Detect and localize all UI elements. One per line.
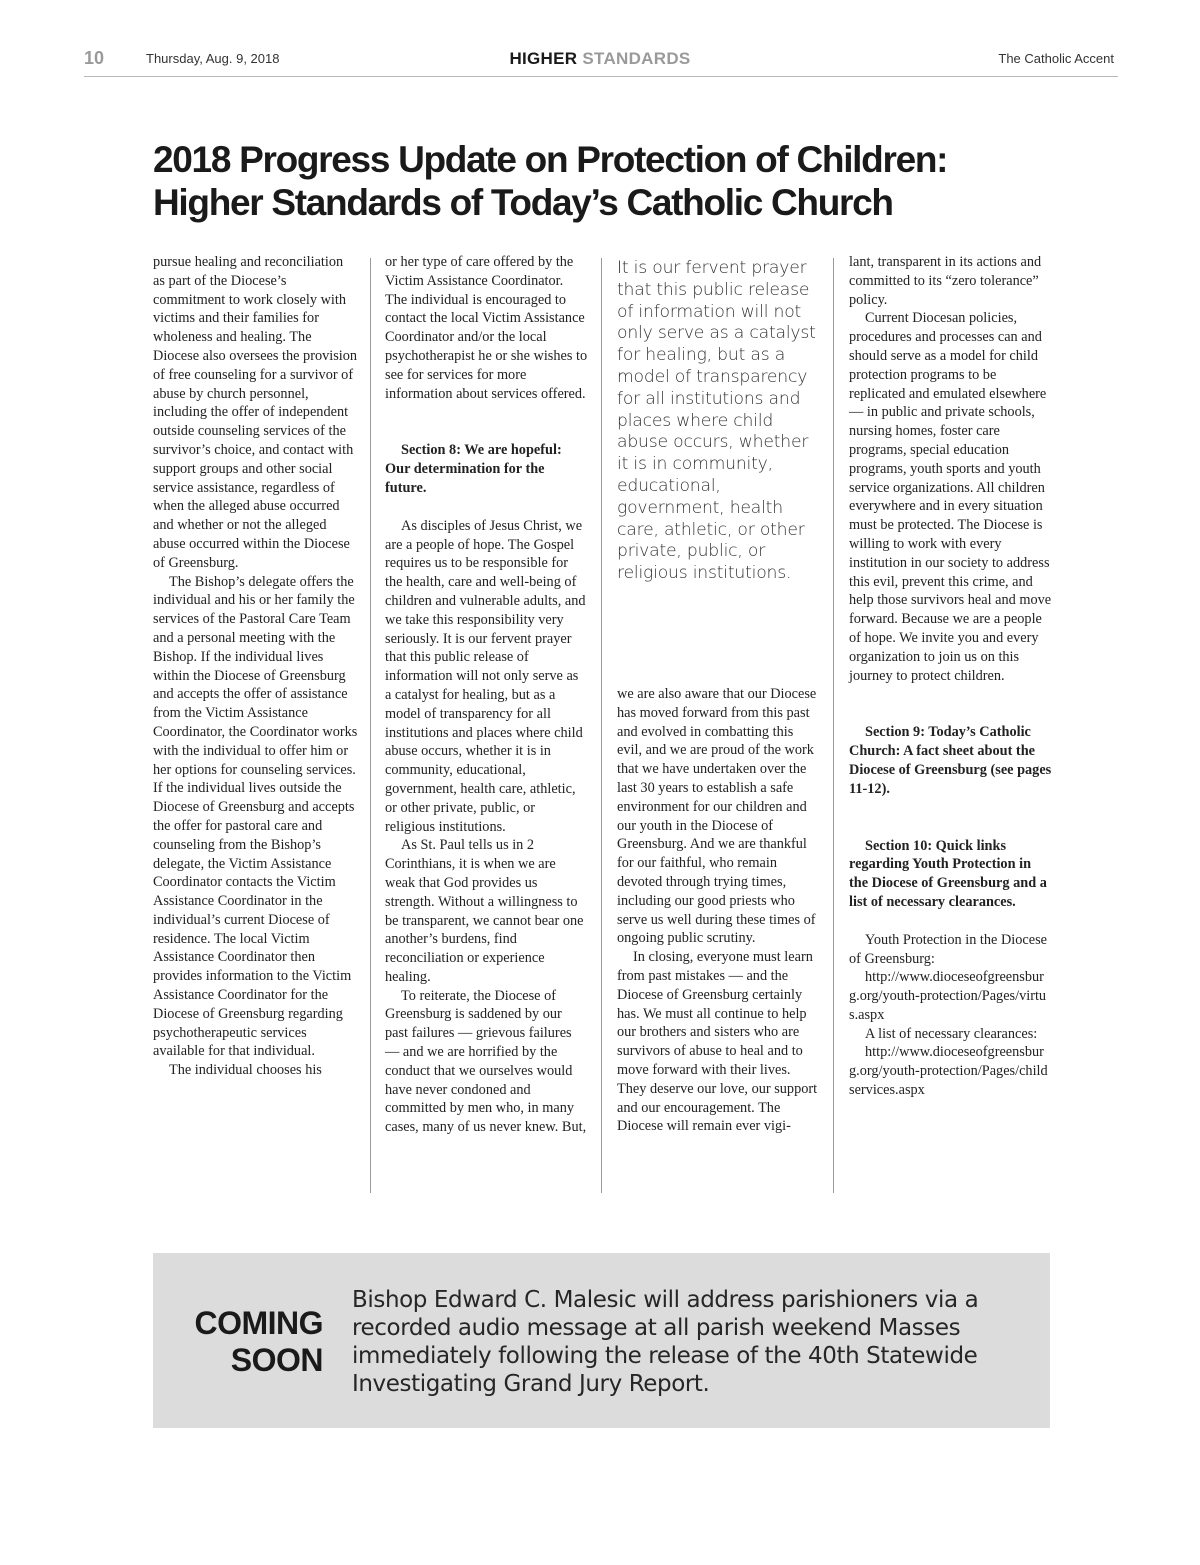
announcement-text: Bishop Edward C. Malesic will address parishioners via a recorded audio message at all parish weekend Masses immediately following the release of the 40th Statewide Investigating Grand Jury Report. <box>352 1287 979 1397</box>
paragraph: lant, transparent in its actions and committed to its “zero tolerance” policy. <box>849 254 1042 308</box>
youth-protection-label: Youth Protection in the Diocese of Greensburg: <box>849 931 1048 967</box>
paragraph: we are also aware that our Diocese has moved forward from this past and evolved in combatting this evil, and we are proud of the work that we have undertaken over the last 30 years to establish a safe environment for our children and our youth in the Diocese of Greensburg. And we are thankful for our faithful, who remain devoted through trying times, including our good priests who serve us well during these times of ongoing public scrutiny. <box>617 686 817 947</box>
page-headline <box>153 138 1053 224</box>
paragraph: Current Diocesan policies, procedures and processes can and should serve as a model for child protection programs to be replicated and emulated elsewhere — in public and private schools, nursing homes, foster care programs, special education programs, youth sports and youth service organizations. All children everywhere and in every situation must be protected. The Diocese is willing to work with every institution in our society to address this evil, prevent this crime, and help those survivors heal and move forward. Because we are a people of hope. We invite you and every organization to join us on this journey to protect children. <box>849 310 1052 684</box>
article-column-2 <box>385 253 588 1137</box>
article-column-1 <box>153 253 358 1080</box>
section-title-bold: HIGHER <box>509 49 578 68</box>
publication-name: The Catholic Accent <box>998 51 1114 66</box>
paragraph: or her type of care offered by the Victim Assistance Coordinator. The individual is encouraged to contact the local Victim Assistance Coordinator and/or the local psychotherapist he or she wishes to see for services for more information about services offered. <box>385 254 588 402</box>
pull-quote: It is our fervent prayer that this public release of information will not only serve as a catalyst for healing, but as a model of transparency for all institutions and places where child abuse occurs, whether it is in community, educational, government, health care, athletic, or other private, public, or religious institutions. <box>617 258 816 584</box>
headline-line-2: Higher Standards of Today’s Catholic Church <box>153 182 893 223</box>
clearances-link[interactable]: http://www.dioceseofgreensburg.org/youth-protection/Pages/childservices.aspx <box>849 1044 1048 1099</box>
section-8-heading: Section 8: We are hopeful: Our determination for the future. <box>385 442 562 496</box>
youth-protection-link[interactable]: http://www.dioceseofgreensburg.org/youth-protection/Pages/virtus.aspx <box>849 969 1047 1023</box>
header-divider <box>84 76 1118 77</box>
article-column-4 <box>849 253 1052 1100</box>
coming-soon-label <box>166 1305 323 1379</box>
section-9-heading: Section 9: Today’s Catholic Church: A fact sheet about the Diocese of Greensburg (see pages 11-12). <box>849 724 1052 797</box>
paragraph: The Bishop’s delegate offers the individual and his or her family the services of the Pastoral Care Team and a personal meeting with the Bishop. If the individual lives within the Diocese of Greensburg and accepts the offer of assistance from the Victim Assistance Coordinator, the Coordinator works with the individual to offer him or her options for counseling services. If the individual lives outside the Diocese of Greensburg and accepts the offer for pastoral care and counseling from the Bishop’s delegate, the Victim Assistance Coordinator contacts the Victim Assistance Coordinator in the individual’s current Diocese of residence. The local Victim Assistance Coordinator then provides information to the Victim Assistance Coordinator for the Diocese of Greensburg regarding psychotherapeutic services available for that individual. <box>153 573 358 1060</box>
coming-soon-line-2: SOON <box>230 1342 323 1378</box>
paragraph: In closing, everyone must learn from past mistakes — and the Diocese of Greensburg certainly has. We must all continue to help our brothers and sisters who are survivors of abuse to heal and to move forward with their lives. They deserve our love, our support and our encouragement. The Diocese will remain ever vigi- <box>617 949 818 1135</box>
paragraph: To reiterate, the Diocese of Greensburg is saddened by our past failures — grievous failures — and we are horrified by the conduct that we ourselves would have never condoned and committed by men who, in many cases, many of us never knew. But, <box>385 987 587 1136</box>
section-title-light: STANDARDS <box>582 49 691 68</box>
coming-soon-line-1: COMING <box>194 1305 323 1341</box>
clearances-label: A list of necessary clearances: <box>865 1025 1038 1042</box>
paragraph: The individual chooses his <box>169 1062 322 1079</box>
section-10-heading: Section 10: Quick links regarding Youth Protection in the Diocese of Greensburg and a list of necessary clearances. <box>849 837 1047 910</box>
column-divider <box>833 258 834 1193</box>
page-number: 10 <box>84 48 105 68</box>
issue-date: Thursday, Aug. 9, 2018 <box>146 51 280 66</box>
paragraph: As St. Paul tells us in 2 Corinthians, it is when we are weak that God provides us strength. Without a willingness to be transparent, we cannot bear one another’s burdens, find reconciliation or experience healing. <box>385 837 584 985</box>
paragraph: pursue healing and reconciliation as part of the Diocese’s commitment to work closely with victims and their families for wholeness and healing. The Diocese also oversees the provision of free counseling for a survivor of abuse by church personnel, including the offer of independent outside counseling services of the survivor’s choice, and contact with support groups and other social service assistance, regardless of when the alleged abuse occurred and whether or not the alleged abuse occurred within the Diocese of Greensburg. <box>153 254 358 571</box>
column-divider <box>370 258 371 1193</box>
column-divider <box>601 258 602 1193</box>
headline-line-1: 2018 Progress Update on Protection of Children: <box>153 139 948 180</box>
article-column-3 <box>617 685 820 1136</box>
paragraph: As disciples of Jesus Christ, we are a people of hope. The Gospel requires us to be responsible for the health, care and well-being of children and vulnerable adults, and we take this responsibility very seriously. It is our fervent prayer that this public release of information will not only serve as a catalyst for healing, but as a model of transparency for all institutions and places where child abuse occurs, whether it is in community, educational, government, health care, athletic, or other private, public, or religious institutions. <box>385 517 586 835</box>
